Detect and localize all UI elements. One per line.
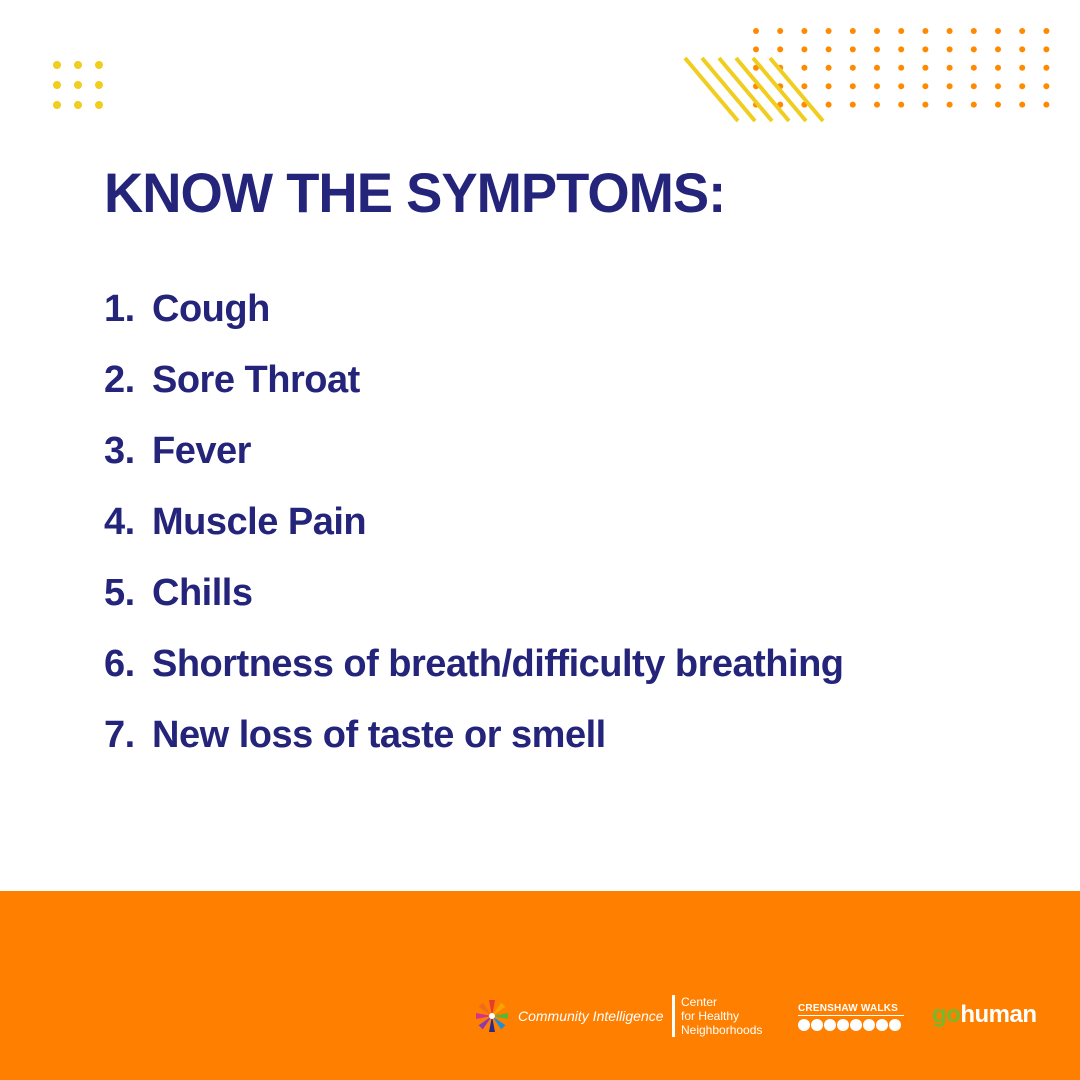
decor-dot: [947, 83, 953, 89]
decor-dot: [898, 46, 904, 52]
item-number: 4.: [104, 501, 135, 543]
logo-text-line: for Healthy: [681, 1009, 740, 1023]
stripes-and-dots-decoration: [680, 22, 1060, 126]
decor-dot: [947, 46, 953, 52]
decor-dot: [898, 28, 904, 34]
gohuman-logo: [932, 1001, 1037, 1029]
decor-dot: [1019, 83, 1025, 89]
decor-dot: [898, 65, 904, 71]
decor-dot: [971, 83, 977, 89]
list-item: [104, 629, 844, 700]
yellow-dot-grid-decoration: [50, 58, 110, 114]
decor-dot: [995, 83, 1001, 89]
item-label: Chills: [152, 572, 253, 614]
decor-dot: [753, 28, 759, 34]
decor-dot: [995, 46, 1001, 52]
list-item: [104, 558, 844, 629]
decor-dot: [922, 46, 928, 52]
decor-dot: [826, 28, 832, 34]
list-item: [104, 700, 844, 771]
activity-icon: [798, 1019, 810, 1031]
decor-dot: [971, 102, 977, 108]
item-label: Fever: [152, 430, 251, 472]
decor-dot: [801, 83, 807, 89]
decor-dot: [874, 65, 880, 71]
item-number: 5.: [104, 572, 135, 614]
page-title: KNOW THE SYMPTOMS:: [104, 161, 726, 224]
community-intelligence-logo: [474, 998, 664, 1034]
symptom-list: [104, 274, 844, 771]
item-label: Shortness of breath/difficulty breathing: [152, 643, 844, 685]
activity-icon: [811, 1019, 823, 1031]
decor-dot: [801, 46, 807, 52]
decor-dot: [1019, 46, 1025, 52]
decor-dot: [850, 102, 856, 108]
decor-dot: [874, 28, 880, 34]
decor-dot: [922, 28, 928, 34]
decor-dot: [1043, 83, 1049, 89]
decor-dot: [1043, 65, 1049, 71]
decor-dot: [826, 83, 832, 89]
decor-dot: [1043, 46, 1049, 52]
activity-icon: [876, 1019, 888, 1031]
decor-dot: [971, 65, 977, 71]
decor-dot: [850, 65, 856, 71]
decor-dot: [1019, 65, 1025, 71]
decor-dot: [801, 28, 807, 34]
center-healthy-neighborhoods-logo: [672, 995, 781, 1037]
gohuman-go-text: go: [932, 1001, 961, 1028]
decor-dot: [1019, 102, 1025, 108]
crenshaw-walks-text: CRENSHAW WALKS: [798, 1003, 904, 1016]
decor-dot: [995, 28, 1001, 34]
decor-dot: [826, 46, 832, 52]
crenshaw-walks-logo: [798, 1003, 904, 1031]
decor-dot: [922, 65, 928, 71]
decor-dot: [922, 83, 928, 89]
footer-bar: [0, 891, 1080, 1080]
logo-text-line: Neighborhoods: [681, 1023, 763, 1037]
item-label: Cough: [152, 288, 270, 330]
decor-dot: [898, 102, 904, 108]
decor-dot: [971, 46, 977, 52]
decor-dot: [995, 102, 1001, 108]
decor-dot: [1043, 102, 1049, 108]
activity-icon: [889, 1019, 901, 1031]
activity-icon: [837, 1019, 849, 1031]
pinwheel-logo-icon: [474, 998, 510, 1034]
decor-dot: [1019, 28, 1025, 34]
list-item: [104, 345, 844, 416]
decor-dot: [777, 46, 783, 52]
decor-dot: [850, 46, 856, 52]
decor-dot: [874, 102, 880, 108]
item-number: 3.: [104, 430, 135, 472]
item-label: New loss of taste or smell: [152, 714, 606, 756]
decor-dot: [801, 65, 807, 71]
activity-icon: [863, 1019, 875, 1031]
list-item: [104, 274, 844, 345]
item-number: 7.: [104, 714, 135, 756]
decor-dot: [777, 28, 783, 34]
decor-dot: [850, 83, 856, 89]
list-item: [104, 487, 844, 558]
logo-text-line: Center: [681, 995, 718, 1009]
decor-dot: [850, 28, 856, 34]
decor-dot: [874, 46, 880, 52]
gohuman-human-text: human: [960, 1001, 1037, 1028]
decor-dot: [947, 28, 953, 34]
decor-dot: [922, 102, 928, 108]
activity-icon: [850, 1019, 862, 1031]
list-item: [104, 416, 844, 487]
item-label: Muscle Pain: [152, 501, 367, 543]
community-intelligence-text: Community Intelligence: [518, 1008, 664, 1024]
decor-dot: [898, 83, 904, 89]
decor-dot: [826, 65, 832, 71]
decor-dot: [1043, 28, 1049, 34]
item-number: 2.: [104, 359, 135, 401]
decor-dot: [947, 102, 953, 108]
decor-dot: [995, 65, 1001, 71]
item-label: Sore Throat: [152, 359, 360, 401]
decor-dot: [947, 65, 953, 71]
item-number: 1.: [104, 288, 135, 330]
decor-dot: [874, 83, 880, 89]
item-number: 6.: [104, 643, 135, 685]
activity-icons-row: [798, 1019, 904, 1031]
decor-dot: [826, 102, 832, 108]
decor-dot: [971, 28, 977, 34]
decor-dot: [753, 46, 759, 52]
activity-icon: [824, 1019, 836, 1031]
